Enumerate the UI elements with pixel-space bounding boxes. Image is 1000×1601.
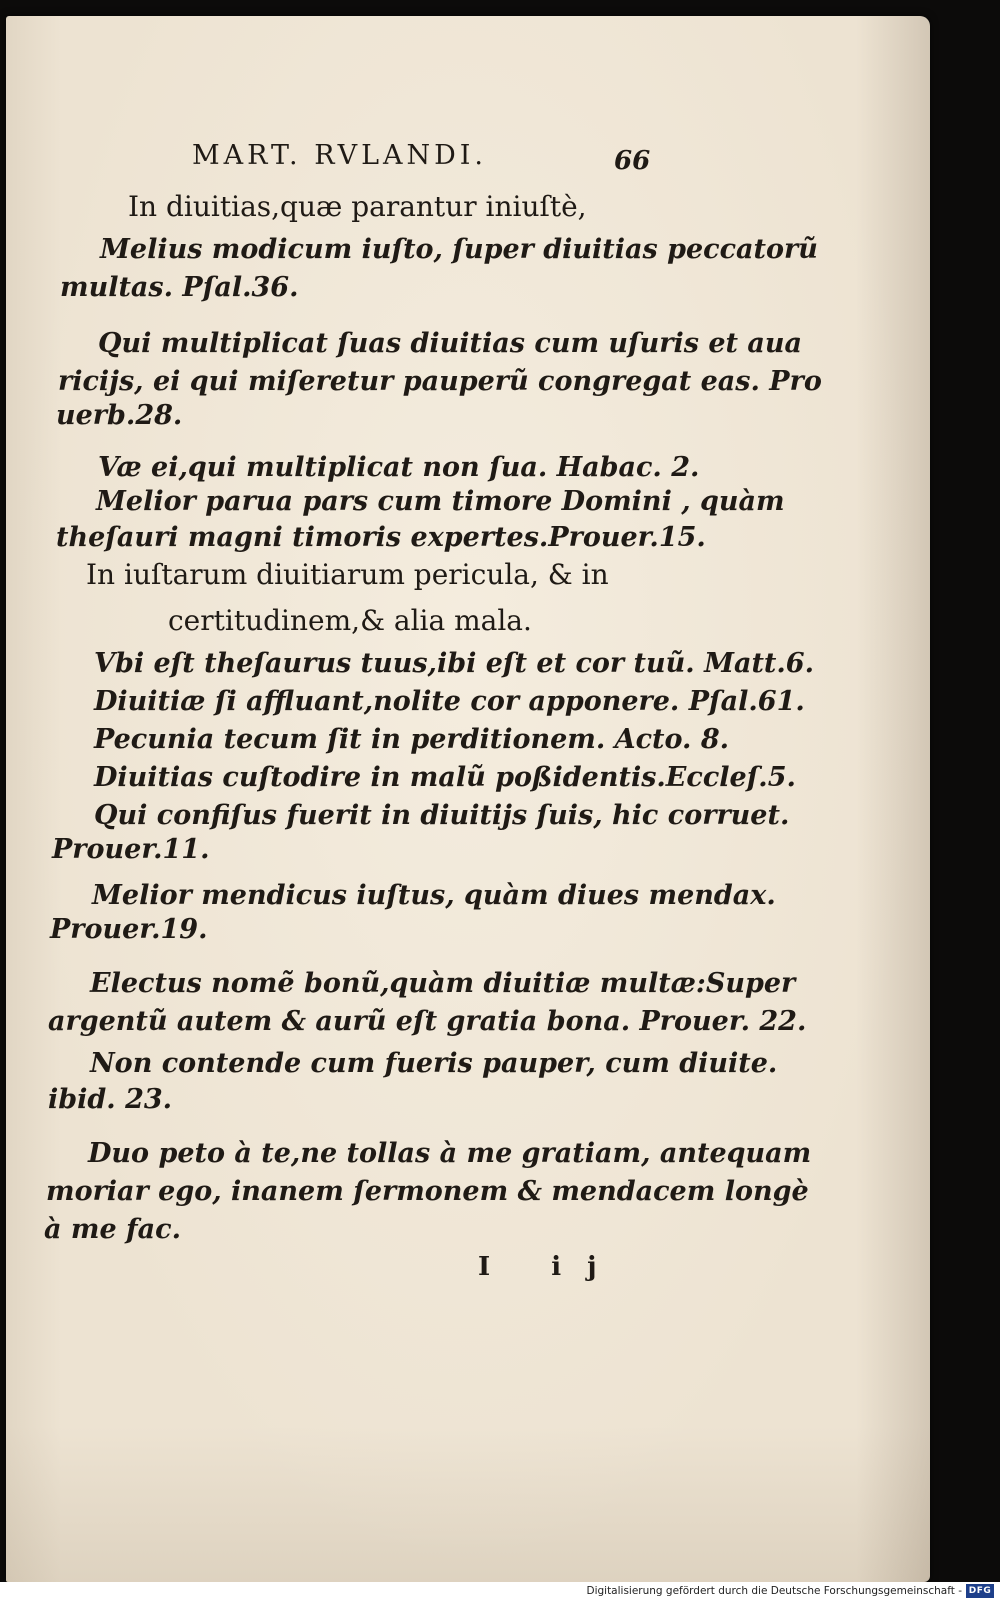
text-line: Electus nomẽ bonũ,quàm diuitiæ multæ:Super — [90, 968, 796, 999]
text-line: Melius modicum iuſto, ſuper diuitias peccatorũ — [100, 234, 818, 265]
text-line: Væ ei,qui multiplicat non ſua. Habac. 2. — [98, 452, 700, 483]
text-line: Duo peto à te,ne tollas à me gratiam, antequam — [88, 1138, 812, 1169]
text-line: Qui confiſus fuerit in diuitijs ſuis, hic corruet. — [94, 800, 790, 831]
dfg-logo: DFG — [966, 1584, 994, 1598]
text-line: Pecunia tecum ſit in perditionem. Acto. 8. — [94, 724, 730, 755]
text-line: multas. Pſal.36. — [60, 272, 299, 303]
text-line: Diuitias cuſtodire in malũ poßidentis.Eccleſ.5. — [94, 762, 796, 793]
text-line: Diuitiæ ſi affluant,nolite cor apponere. Pſal.61. — [94, 686, 805, 717]
text-line: theſauri magni timoris expertes.Prouer.15. — [56, 522, 706, 553]
text-line: argentũ autem & aurũ eſt gratia bona. Prouer. 22. — [48, 1006, 807, 1037]
running-title: MART. RVLANDI. — [192, 140, 488, 171]
text-line: Prouer.11. — [52, 834, 210, 865]
text-line: ricijs, ei qui miſeretur pauperũ congregat eas. Pro — [58, 366, 822, 397]
text-line: Melior mendicus iuſtus, quàm diues mendax. — [92, 880, 776, 911]
text-line: Vbi eſt theſaurus tuus,ibi eſt et cor tuũ. Matt.6. — [94, 648, 814, 679]
text-line: Qui multiplicat ſuas diuitias cum uſuris et aua — [98, 328, 803, 359]
heading-line: certitudinem,& alia mala. — [168, 604, 532, 637]
text-line: Prouer.19. — [50, 914, 208, 945]
text-line: Melior parua pars cum timore Domini , quàm — [96, 486, 785, 517]
signature-mark: I ij — [478, 1252, 623, 1282]
text-line: uerb.28. — [56, 400, 183, 431]
text-line: ibid. 23. — [48, 1084, 173, 1115]
heading-line: In iuſtarum diuitiarum pericula, & in — [86, 558, 609, 591]
text-line: moriar ego, inanem ſermonem & mendacem longè — [46, 1176, 809, 1207]
funding-credit: Digitalisierung gefördert durch die Deutsche Forschungsgemeinschaft - — [586, 1585, 962, 1597]
heading-line: In diuitias,quæ parantur iniuſtè, — [128, 190, 587, 223]
text-line: Non contende cum fueris pauper, cum diuite. — [90, 1048, 778, 1079]
text-line: à me fac. — [44, 1214, 181, 1245]
page-number: 66 — [614, 146, 651, 176]
